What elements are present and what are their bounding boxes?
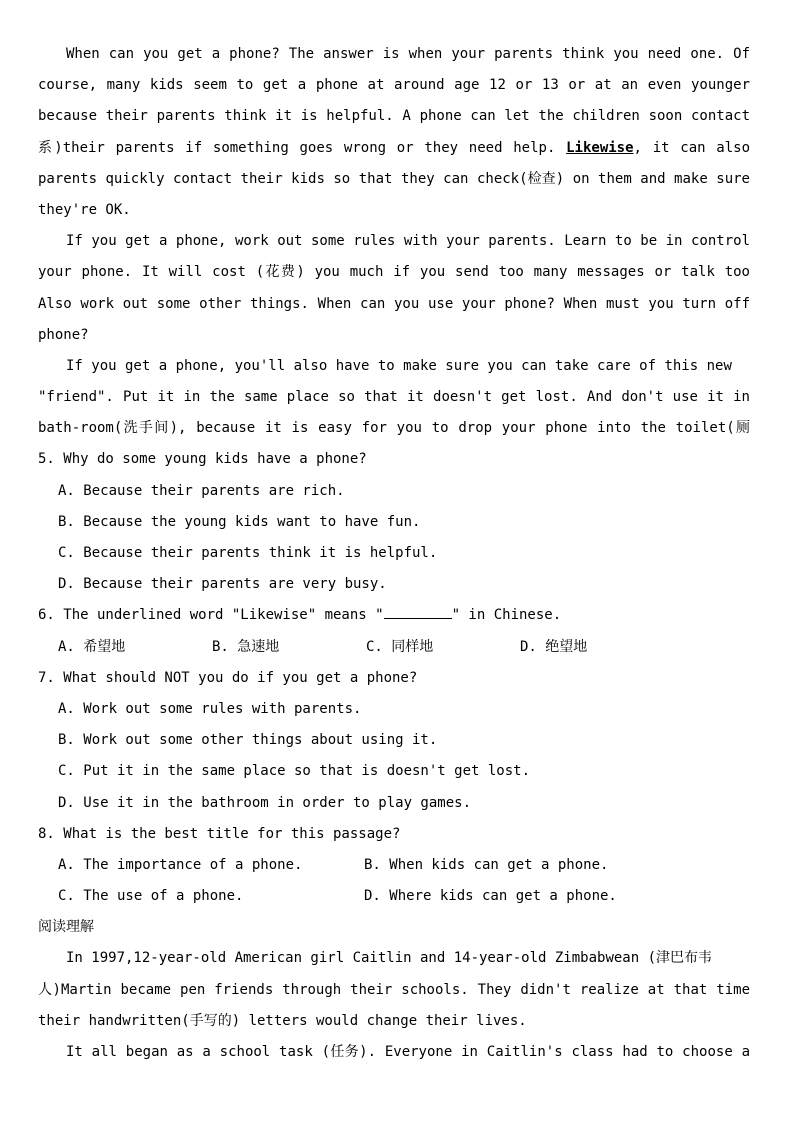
question-8-option-c: C. The use of a phone. bbox=[58, 888, 244, 905]
passage-line: bath-room(洗手间), because it is easy for you to drop your phone into the toilet(厕 bbox=[38, 420, 750, 437]
passage-line: course, many kids seem to get a phone at around age 12 or 13 or at an even younger bbox=[38, 77, 750, 94]
passage-line: "friend". Put it in the same place so that it doesn't get lost. And don't use it in bbox=[38, 389, 750, 406]
passage-line: they're OK. bbox=[38, 201, 131, 218]
question-7-option-b: B. Work out some other things about using it. bbox=[58, 732, 438, 749]
question-6-option-c: C. 同样地 bbox=[366, 638, 434, 655]
question-7-option-c: C. Put it in the same place so that is doesn't get lost. bbox=[58, 763, 531, 780]
passage-line: 人)Martin became pen friends through their schools. They didn't realize at that time bbox=[38, 981, 750, 998]
question-5-option-c: C. Because their parents think it is helpful. bbox=[58, 545, 438, 561]
document-page bbox=[38, 39, 750, 1068]
question-5-option-a: A. Because their parents are rich. bbox=[58, 482, 345, 499]
question-8-option-b: B. When kids can get a phone. bbox=[364, 856, 609, 873]
answer-blank bbox=[384, 603, 452, 619]
passage-line: their handwritten(手写的) letters would change their lives. bbox=[38, 1012, 527, 1029]
question-6-option-b: B. 急速地 bbox=[212, 638, 280, 655]
passage-line: It all began as a school task (任务). Everyone in Caitlin's class had to choose a bbox=[66, 1044, 750, 1060]
question-6-options bbox=[38, 632, 750, 663]
question-6-option-d: D. 绝望地 bbox=[520, 638, 588, 655]
passage-line: parents quickly contact their kids so that they can check(检查) on them and make sure bbox=[38, 170, 750, 187]
passage-line: If you get a phone, you'll also have to make sure you can take care of this new bbox=[66, 357, 732, 374]
passage-line: When can you get a phone? The answer is when your parents think you need one. Of bbox=[66, 46, 750, 62]
question-7-option-a: A. Work out some rules with parents. bbox=[58, 700, 362, 717]
passage-line: Also work out some other things. When can you use your phone? When must you turn off bbox=[38, 295, 750, 312]
passage-line: In 1997,12-year-old American girl Caitlin and 14-year-old Zimbabwean (津巴布韦 bbox=[66, 950, 713, 967]
passage-text: 系)their parents if something goes wrong or they need help. bbox=[38, 139, 567, 156]
question-6-stem-text: " in Chinese. bbox=[451, 607, 562, 624]
question-8-stem: 8. What is the best title for this passage? bbox=[38, 825, 401, 842]
question-6-option-a: A. 希望地 bbox=[58, 638, 126, 655]
question-5-option-b: B. Because the young kids want to have fun. bbox=[58, 513, 421, 530]
question-7-stem: 7. What should NOT you do if you get a phone? bbox=[38, 669, 418, 686]
question-8-options-row-1 bbox=[38, 850, 750, 881]
underlined-word-likewise: Likewise bbox=[566, 139, 634, 156]
section-heading: 阅读理解 bbox=[38, 919, 94, 936]
question-8-option-a: A. The importance of a phone. bbox=[58, 856, 303, 873]
passage-text: , it can also bbox=[633, 139, 750, 156]
passage-line: If you get a phone, work out some rules with your parents. Learn to be in control bbox=[66, 233, 750, 250]
question-8-options-row-2 bbox=[38, 881, 750, 912]
question-6-stem-text: 6. The underlined word "Likewise" means " bbox=[38, 607, 384, 624]
passage-line bbox=[38, 133, 750, 164]
passage-line: your phone. It will cost (花费) you much if you send too many messages or talk too bbox=[38, 264, 750, 281]
question-8-option-d: D. Where kids can get a phone. bbox=[364, 888, 617, 905]
passage-line: because their parents think it is helpful. A phone can let the children soon contact bbox=[38, 108, 750, 125]
question-5-option-d: D. Because their parents are very busy. bbox=[58, 576, 387, 593]
question-7-option-d: D. Use it in the bathroom in order to play games. bbox=[58, 794, 472, 811]
question-6-stem bbox=[38, 600, 750, 631]
question-5-stem: 5. Why do some young kids have a phone? bbox=[38, 451, 367, 468]
passage-line: phone? bbox=[38, 326, 89, 343]
